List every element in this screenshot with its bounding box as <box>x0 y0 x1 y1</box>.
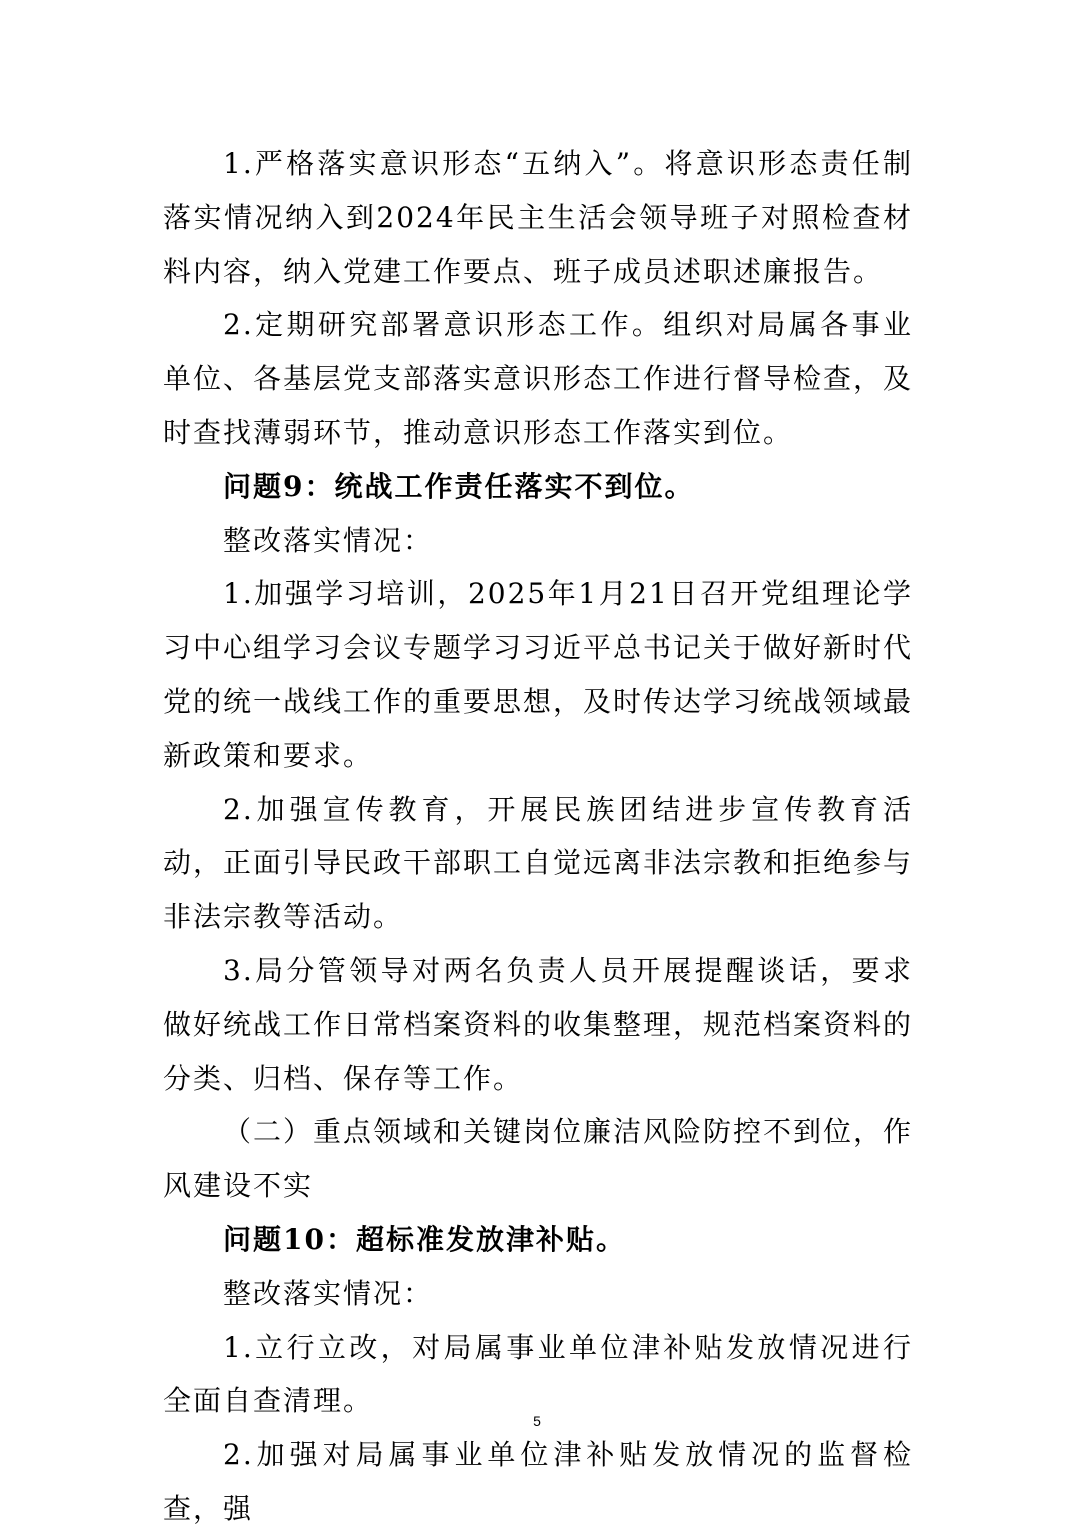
paragraph-study-training: 1.加强学习培训，2025年1月21日召开党组理论学习中心组学习会议专题学习习近平总书记关于做好新时代党的统一战线工作的重要思想，及时传达学习统战领域最新政策和要求。 <box>163 577 914 772</box>
paragraph-1-ideology-five-inclusions: 1.严格落实意识形态“五纳入”。将意识形态责任制落实情况纳入到2024年民主生活会领导班子对照检查材料内容，纳入党建工作要点、班子成员述职述廉报告。 <box>163 147 913 288</box>
paragraph-supervision-check: 2.加强对局属事业单位津补贴发放情况的监督检查，强 <box>163 1438 913 1525</box>
rectification-status-label-2: 整改落实情况： <box>223 1276 434 1310</box>
issue-10-heading: 问题10：超标准发放津补贴。 <box>223 1222 626 1256</box>
paragraph-2-ideology-research: 2.定期研究部署意识形态工作。组织对局属各事业单位、各基层党支部落实意识形态工作进行督导检查，及时查找薄弱环节，推动意识形态工作落实到位。 <box>163 308 914 449</box>
page-number: 5 <box>533 1413 541 1429</box>
issue-9-heading: 问题9：统战工作责任落实不到位。 <box>223 469 695 503</box>
section-2-heading: （二）重点领域和关键岗位廉洁风险防控不到位，作风建设不实 <box>163 1115 914 1203</box>
paragraph-reminder-talk: 3.局分管领导对两名负责人员开展提醒谈话，要求做好统战工作日常档案资料的收集整理，规范档案资料的分类、归档、保存等工作。 <box>163 953 914 1095</box>
paragraph-publicity-education: 2.加强宣传教育，开展民族团结进步宣传教育活动，正面引导民政干部职工自觉远离非法宗教和拒绝参与非法宗教等活动。 <box>163 792 914 934</box>
paragraph-immediate-correction: 1.立行立改，对局属事业单位津补贴发放情况进行全面自查清理。 <box>163 1330 913 1418</box>
document-body <box>163 137 913 1536</box>
rectification-status-label: 整改落实情况： <box>223 523 434 557</box>
